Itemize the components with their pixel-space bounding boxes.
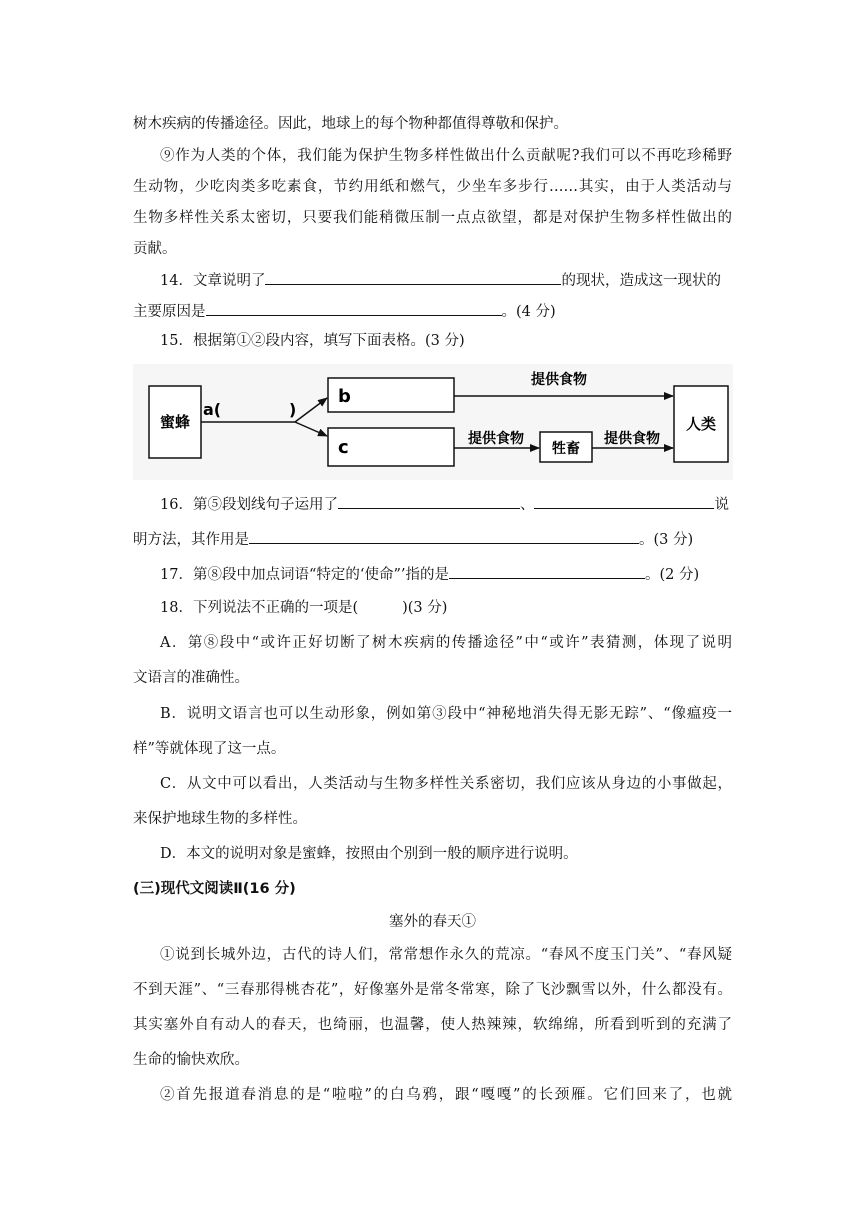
answer-blank-14a[interactable] xyxy=(265,269,561,285)
question-14-text-a: 14．文章说明了 xyxy=(160,273,266,289)
answer-blank-17[interactable] xyxy=(449,563,645,579)
article-title: 塞外的春天① xyxy=(389,914,476,930)
question-14-line-2 xyxy=(133,300,556,322)
article-p1-line-1: ①说到长城外边，古代的诗人们，常常想作永久的荒凉。“春风不度玉门关”、“春风疑 xyxy=(160,947,732,963)
answer-blank-16b[interactable] xyxy=(534,493,714,509)
paragraph-9-line-4: 贡献。 xyxy=(133,241,177,257)
option-d: D．本文的说明对象是蜜蜂，按照由个别到一般的顺序进行说明。 xyxy=(160,846,578,862)
question-16-text-c: 明方法，其作用是 xyxy=(133,532,249,548)
option-c-line-1: C．从文中可以看出，人类活动与生物多样性关系密切，我们应该从身边的小事做起， xyxy=(160,776,732,792)
question-17-text-b: 。(2 分) xyxy=(645,567,700,583)
paragraph-9-line-1: ⑨作为人类的个体，我们能为保护生物多样性做出什么贡献呢?我们可以不再吃珍稀野 xyxy=(160,148,732,164)
question-17 xyxy=(160,563,699,585)
label-c: c xyxy=(338,437,349,458)
answer-blank-16c[interactable] xyxy=(249,528,639,544)
answer-blank-14b[interactable] xyxy=(206,300,502,316)
option-a-line-1: A．第⑧段中“或许正好切断了树木疾病的传播途径”中“或许”表猜测，体现了说明 xyxy=(160,635,732,651)
label-food-top: 提供食物 xyxy=(531,372,587,388)
article-p1-line-4: 生命的愉快欢欣。 xyxy=(133,1052,249,1068)
paragraph-8-end: 树木疾病的传播途径。因此，地球上的每个物种都值得尊敬和保护。 xyxy=(133,116,568,132)
question-14-line-1 xyxy=(160,269,721,291)
question-15: 15．根据第①②段内容，填写下面表格。(3 分) xyxy=(160,333,465,349)
option-c-line-2: 来保护地球生物的多样性。 xyxy=(133,811,307,827)
question-16-text-d: 。(3 分) xyxy=(639,532,694,548)
livestock-label: 牲畜 xyxy=(552,441,580,457)
option-b-line-2: 样”等就体现了这一点。 xyxy=(133,741,286,757)
question-16-line-1 xyxy=(160,493,729,515)
question-14-text-b: 的现状，造成这一现状的 xyxy=(561,273,721,289)
bee-label: 蜜蜂 xyxy=(159,413,191,431)
label-food-right: 提供食物 xyxy=(604,431,660,447)
section-heading: (三)现代文阅读Ⅱ(16 分) xyxy=(133,881,296,897)
paragraph-9-line-3: 生物多样性关系太密切，只要我们能稍微压制一点点欲望，都是对保护生物多样性做出的 xyxy=(133,210,732,226)
label-a-close: ) xyxy=(289,400,297,419)
option-a-line-2: 文语言的准确性。 xyxy=(133,670,249,686)
article-p2-line-1: ②首先报道春消息的是“啦啦”的白乌鸦，跟“嘎嘎”的长颈雁。它们回来了，也就 xyxy=(160,1087,732,1103)
question-14-text-c: 主要原因是 xyxy=(133,304,206,320)
human-label: 人类 xyxy=(685,415,717,433)
question-14-text-d: 。(4 分) xyxy=(501,304,556,320)
bee-food-chain-diagram xyxy=(133,364,733,480)
label-food-mid: 提供食物 xyxy=(468,431,524,447)
question-18-text-a: 18．下列说法不正确的一项是( xyxy=(160,600,359,616)
question-16-text-a: 16．第⑤段划线句子运用了 xyxy=(160,497,338,513)
option-b-line-1: B．说明文语言也可以生动形象，例如第③段中“神秘地消失得无影无踪”、“像瘟疫一 xyxy=(160,706,732,722)
question-16-separator: 、 xyxy=(519,497,535,513)
question-17-text-a: 17．第⑧段中加点词语“特定的‘使命”’指的是 xyxy=(160,567,449,583)
paragraph-9-line-2: 生动物，少吃肉类多吃素食，节约用纸和燃气，少坐车多步行……其实，由于人类活动与 xyxy=(133,179,732,195)
answer-blank-16a[interactable] xyxy=(338,493,520,509)
question-18 xyxy=(160,598,447,618)
question-16-line-2 xyxy=(133,528,693,550)
label-a-open: a( xyxy=(203,400,222,419)
label-b: b xyxy=(338,386,351,407)
article-p1-line-3: 其实塞外自有动人的春天，也绮丽，也温馨，使人热辣辣，软绵绵，所看到听到的充满了 xyxy=(133,1017,732,1033)
question-18-text-b: )(3 分) xyxy=(402,600,448,616)
question-16-text-b: 说 xyxy=(714,497,729,513)
article-p1-line-2: 不到天涯”、“三春那得桃杏花”，好像塞外是常冬常寒，除了飞沙飘雪以外，什么都没有。 xyxy=(133,982,732,998)
